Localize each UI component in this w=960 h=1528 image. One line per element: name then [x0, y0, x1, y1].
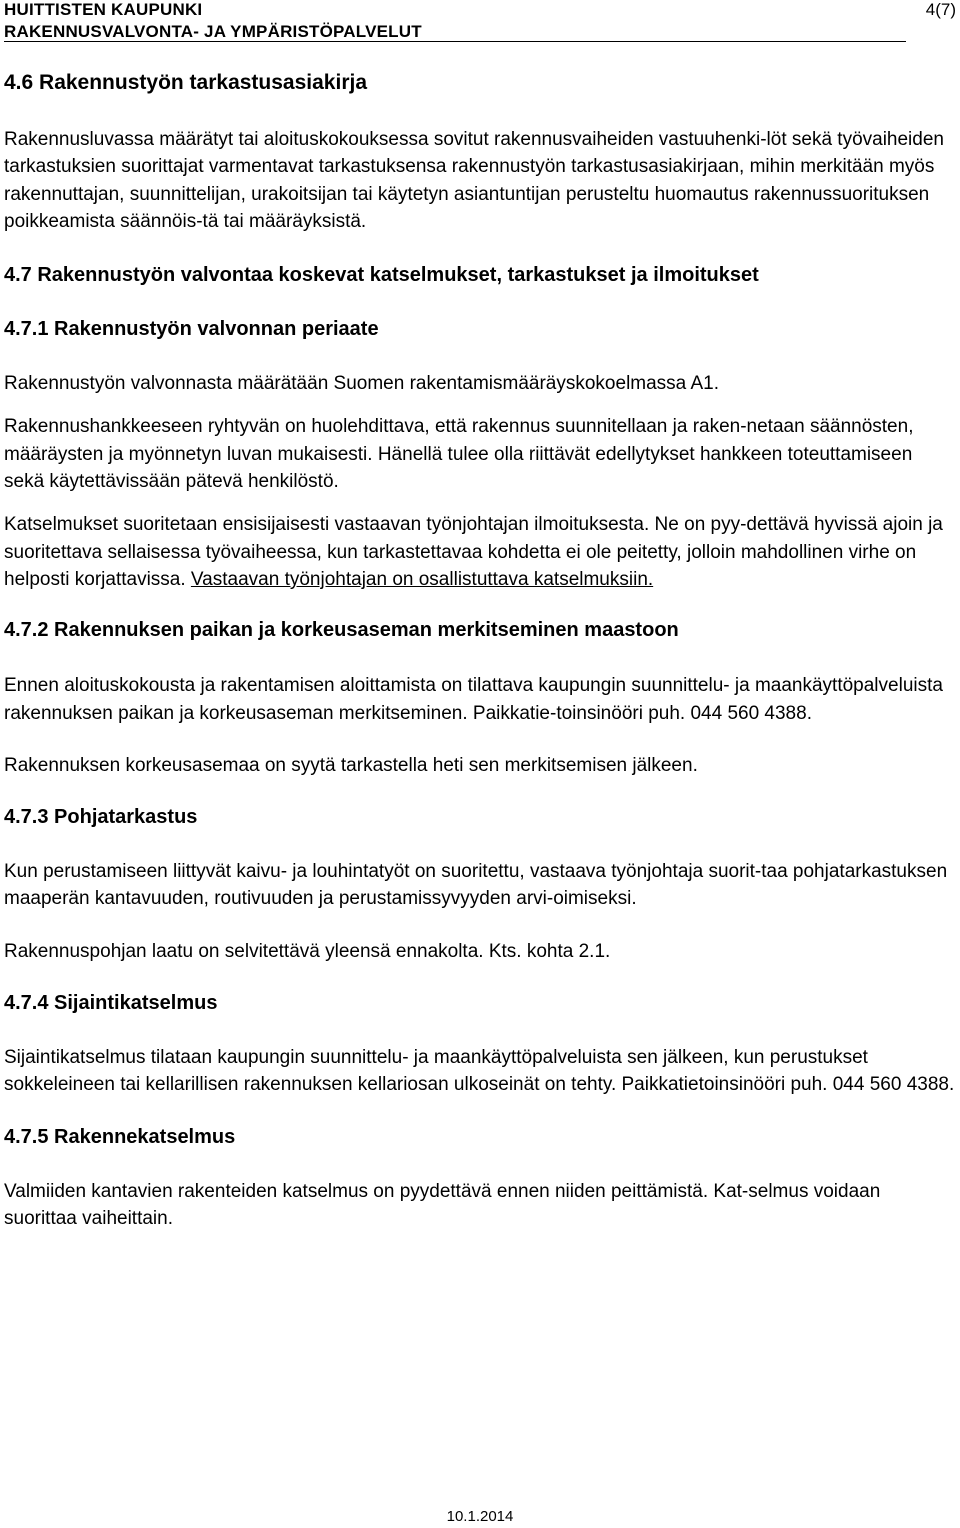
paragraph-4-7-1-1: Rakennustyön valvonnasta määrätään Suomen rakentamismääräyskokoelmassa A1. — [4, 373, 719, 395]
page-header — [4, 0, 956, 42]
footer-date: 10.1.2014 — [446, 1508, 514, 1525]
document-body — [4, 68, 956, 1232]
section-heading-4-7-1: 4.7.1 Rakennustyön valvonnan periaate — [4, 318, 379, 341]
paragraph-4-7-1-2: Rakennushankkeeseen ryhtyvän on huolehdittava, että rakennus suunnitellaan ja raken-netaan säännösten, määräysten ja myönnetyn luvan mukaisesti. Hänellä tulee olla riittävät edellytykset hankkeen toteuttamiseen sekä käytettävissään pätevä henkilöstö. — [4, 416, 914, 493]
paragraph-4-7-2-2: Rakennuksen korkeusasemaa on syytä tarkastella heti sen merkitsemisen jälkeen. — [4, 754, 698, 776]
department-name: RAKENNUSVALVONTA- JA YMPÄRISTÖPALVELUT — [4, 22, 422, 41]
page-number: 4(7) — [925, 0, 956, 19]
organization-name: HUITTISTEN KAUPUNKI — [4, 0, 203, 19]
paragraph-4-7-2-1: Ennen aloituskokousta ja rakentamisen aloittamista on tilattava kaupungin suunnittelu- ja maankäyttöpalveluista rakennuksen paikan ja korkeusaseman merkitseminen. Paikkatie-toinsinööri puh. 044 560 4388. — [4, 675, 943, 724]
section-heading-4-7-4: 4.7.4 Sijaintikatselmus — [4, 992, 218, 1015]
paragraph-4-7-3-2: Rakennuspohjan laatu on selvitettävä yleensä ennakolta. Kts. kohta 2.1. — [4, 940, 611, 962]
paragraph-4-7-5-1: Valmiiden kantavien rakenteiden katselmus on pyydettävä ennen niiden peittämistä. Kat-selmus voidaan suorittaa vaiheittain. — [4, 1180, 881, 1229]
section-heading-4-7-2: 4.7.2 Rakennuksen paikan ja korkeusaseman merkitseminen maastoon — [4, 619, 679, 642]
paragraph-4-7-4-1: Sijaintikatselmus tilataan kaupungin suunnittelu- ja maankäyttöpalveluista sen jälkeen, kun perustukset sokkeleineen tai kellarillisen rakennuksen kellariosan ulkoseinät on tehty. Paikkatietoinsinööri puh. 044 560 4388. — [4, 1047, 955, 1096]
section-heading-4-7-5: 4.7.5 Rakennekatselmus — [4, 1125, 236, 1148]
paragraph-4-6-1: Rakennusluvassa määrätyt tai aloituskokouksessa sovitut rakennusvaiheiden vastuuhenki-löt sekä työvaiheiden tarkastuksien suorittajat varmentavat tarkastuksensa rakennustyön tarkastusasiakirjaan, mihin merkitään myös rakennuttajan, suunnittelijan, urakoitsijan tai käytetyn asiantuntijan perusteltu huomautus rakennussuorituksen poikkeamista säännöis-tä tai määräyksistä. — [4, 129, 944, 232]
paragraph-4-7-1-3-text: Katselmukset suoritetaan ensisijaisesti vastaavan työnjohtajan ilmoituksesta. Ne on pyy-dettävä hyvissä ajoin ja suoritettava sellaisessa työvaiheessa, kun tarkastettavaa kohdetta ei ole peitetty, jolloin mahdollinen virhe on helposti korjattavissa. — [4, 514, 943, 590]
header-rule — [4, 41, 906, 42]
paragraph-4-7-1-3-underlined: Vastaavan työnjohtajan on osallistuttava katselmuksiin. — [190, 568, 654, 590]
section-heading-4-7-3: 4.7.3 Pohjatarkastus — [4, 806, 198, 829]
paragraph-4-7-3-1: Kun perustamiseen liittyvät kaivu- ja louhintatyöt on suoritettu, vastaava työnjohtaja suorit-taa pohjatarkastuksen maaperän kantavuuden, routivuuden ja perustamissyvyyden arvi-oimiseksi. — [4, 861, 948, 910]
section-heading-4-6: 4.6 Rakennustyön tarkastusasiakirja — [4, 71, 368, 94]
paragraph-4-7-1-3 — [4, 511, 952, 593]
section-heading-4-7: 4.7 Rakennustyön valvontaa koskevat katselmukset, tarkastukset ja ilmoitukset — [4, 264, 759, 287]
